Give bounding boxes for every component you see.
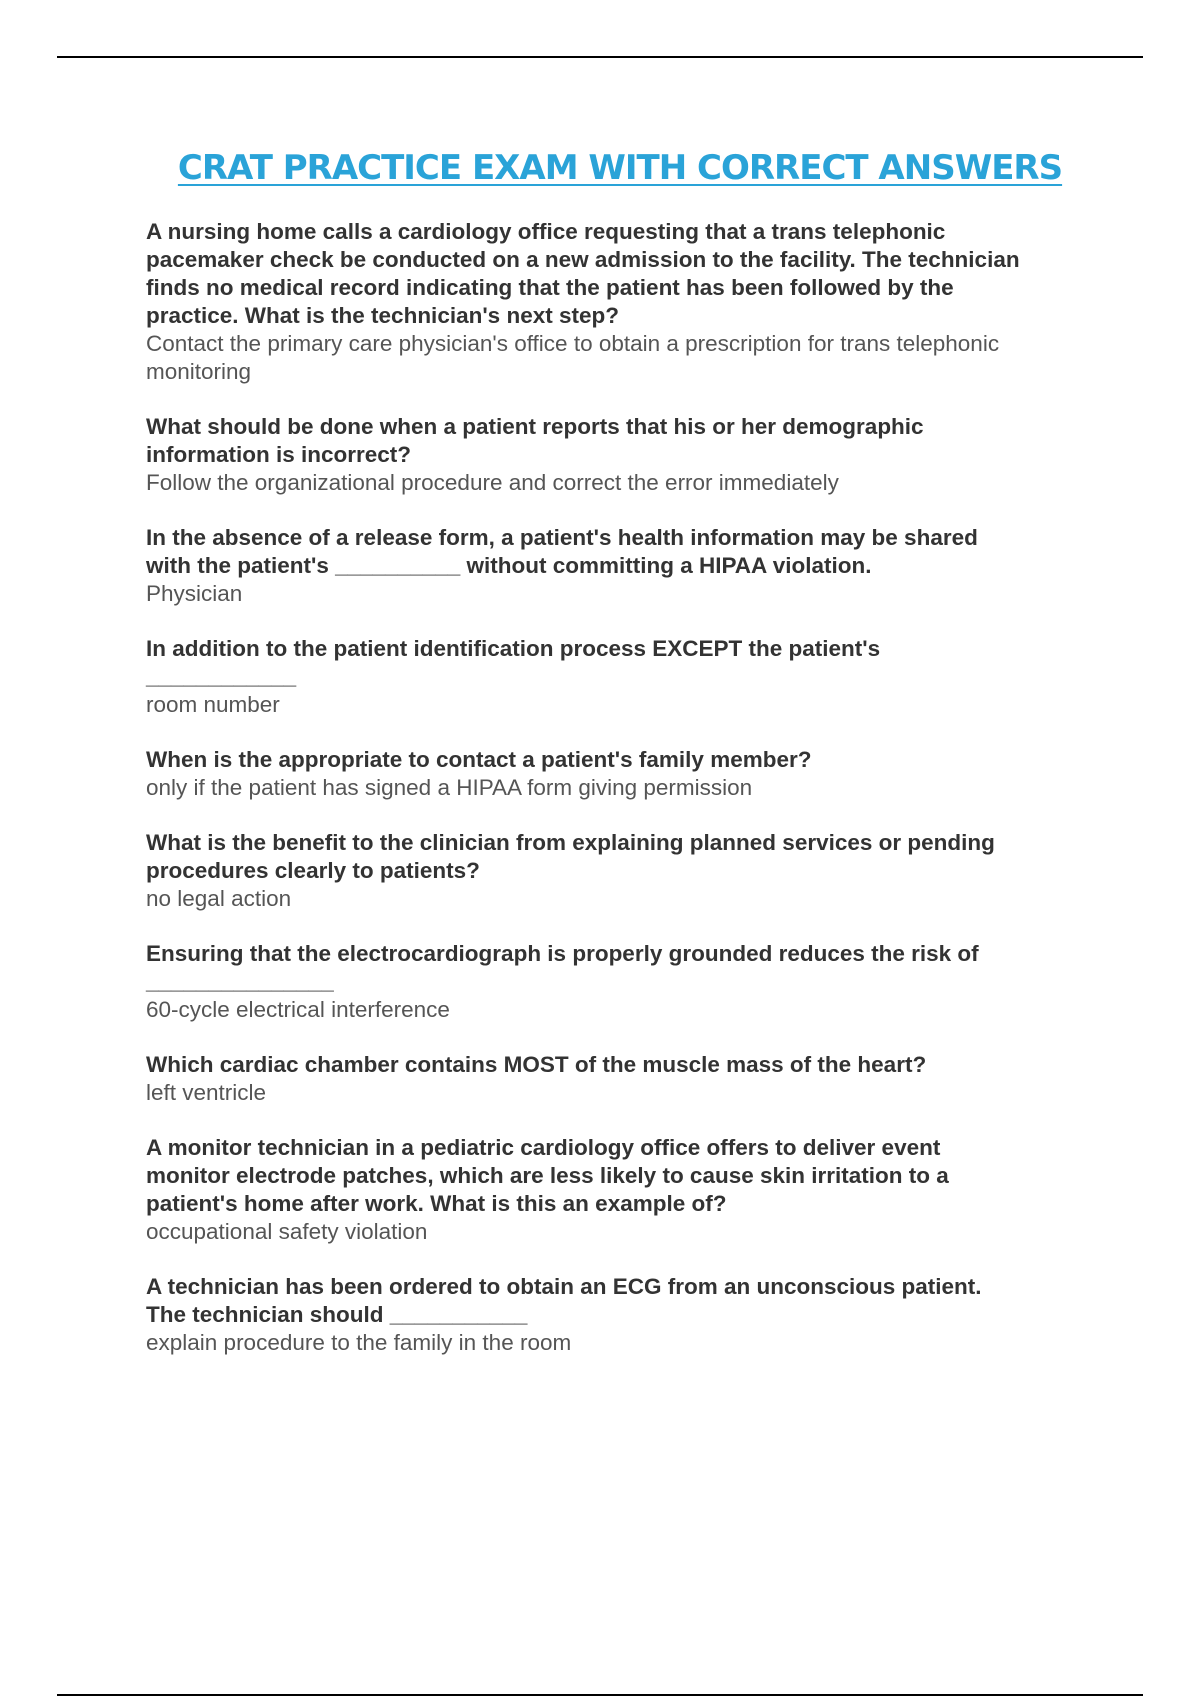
answer-text: left ventricle xyxy=(146,1080,267,1105)
qa-item-10 xyxy=(146,1273,1096,1357)
qa-list xyxy=(146,218,1096,1384)
qa-item-6 xyxy=(146,829,1096,913)
qa-item-9 xyxy=(146,1134,1096,1246)
question-text: A technician has been ordered to obtain an ECG from an unconscious patient. The technician should ___________ xyxy=(146,1274,982,1327)
qa-item-8 xyxy=(146,1051,1096,1107)
answer-text: Physician xyxy=(146,581,243,606)
qa-item-7 xyxy=(146,940,1096,1024)
question-text: Ensuring that the electrocardiograph is properly grounded reduces the risk of _______________ xyxy=(146,941,979,994)
question-text: What is the benefit to the clinician from explaining planned services or pending procedures clearly to patients? xyxy=(146,830,995,883)
answer-text: Follow the organizational procedure and correct the error immediately xyxy=(146,470,839,495)
answer-text: 60-cycle electrical interference xyxy=(146,997,450,1022)
qa-item-1 xyxy=(146,218,1096,386)
question-text: In addition to the patient identification process EXCEPT the patient's ____________ xyxy=(146,636,881,689)
answer-text: only if the patient has signed a HIPAA form giving permission xyxy=(146,775,753,800)
answer-text: Contact the primary care physician's office to obtain a prescription for trans telephonic monitoring xyxy=(146,331,1000,384)
bottom-divider xyxy=(57,1694,1143,1696)
top-divider xyxy=(57,56,1143,58)
qa-item-2 xyxy=(146,413,1096,497)
question-text: A monitor technician in a pediatric cardiology office offers to deliver event monitor electrode patches, which are less likely to cause skin irritation to a patient's home after work. What is this an example of? xyxy=(146,1135,949,1216)
question-text: A nursing home calls a cardiology office requesting that a trans telephonic pacemaker check be conducted on a new admission to the facility. The technician finds no medical record indicating that the patient has been followed by the practice. What is the technician's next step? xyxy=(146,219,1020,328)
qa-item-4 xyxy=(146,635,1096,719)
answer-text: no legal action xyxy=(146,886,292,911)
question-text: Which cardiac chamber contains MOST of the muscle mass of the heart? xyxy=(146,1052,927,1077)
qa-item-5 xyxy=(146,746,1096,802)
question-text: In the absence of a release form, a patient's health information may be shared with the patient's __________ without committing a HIPAA violation. xyxy=(146,525,978,578)
page-title: CRAT PRACTICE EXAM WITH CORRECT ANSWERS xyxy=(177,148,1063,188)
answer-text: explain procedure to the family in the room xyxy=(146,1330,572,1355)
question-text: What should be done when a patient reports that his or her demographic information is incorrect? xyxy=(146,414,924,467)
question-text: When is the appropriate to contact a patient's family member? xyxy=(146,747,812,772)
qa-item-3 xyxy=(146,524,1096,608)
answer-text: room number xyxy=(146,692,280,717)
answer-text: occupational safety violation xyxy=(146,1219,428,1244)
